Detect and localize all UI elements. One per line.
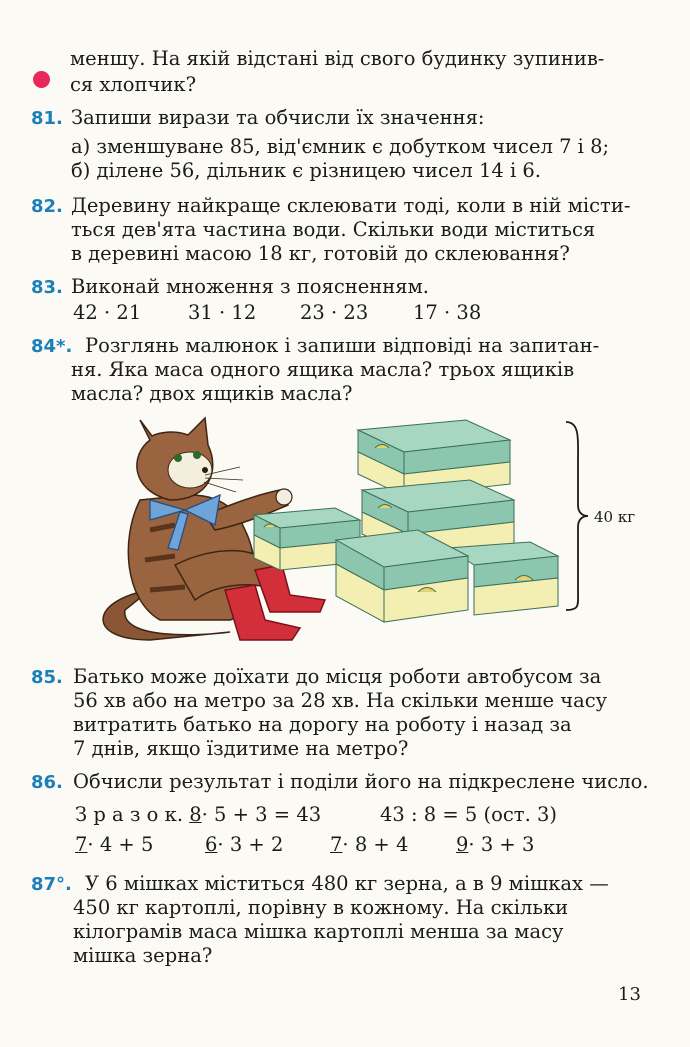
page-number: 13	[618, 984, 641, 1005]
task-83-expression-4: 17 · 38	[413, 301, 482, 324]
underlined-number: 9	[456, 833, 469, 856]
task-86-sample-result: 43 : 8 = 5 (ост. 3)	[380, 803, 557, 826]
task-86-exercise-2	[205, 833, 283, 856]
task-81-number: 81.	[31, 108, 63, 129]
task-83-line-1: Виконай множення з поясненням.	[71, 275, 429, 298]
task-84-line-2: ня. Яка маса одного ящика масла? трьох ящиків	[71, 358, 575, 381]
task-83-expression-2: 31 · 12	[188, 301, 257, 324]
exercise-expression: · 3 + 3	[468, 833, 535, 856]
intro-line-1: меншу. На якій відстані від свого будинку зупинив-	[70, 47, 605, 70]
task-85-line-1: Батько може доїхати до місця роботи автобусом за	[73, 665, 602, 688]
task-87-line-3: кілограмів маса мішка картоплі менша за масу	[73, 920, 564, 943]
task-82-line-2: ться дев'ята частина води. Скільки води міститься	[71, 218, 596, 241]
task-85-number: 85.	[31, 667, 63, 688]
underlined-number: 6	[205, 833, 218, 856]
task-82-line-3: в деревині масою 18 кг, готовій до склеювання?	[71, 242, 570, 265]
task-85-line-3: витратить батько на дорогу на роботу і назад за	[73, 713, 572, 736]
task-83-number: 83.	[31, 277, 63, 298]
underlined-number: 7	[330, 833, 343, 856]
weight-label: 40 кг	[594, 508, 636, 526]
task-84-line-1: Розглянь малюнок і запиши відповіді на запитан-	[85, 334, 600, 357]
task-83-expression-1: 42 · 21	[73, 301, 142, 324]
task-86-exercise-1	[75, 833, 153, 856]
task-85-line-2: 56 хв або на метро за 28 хв. На скільки менше часу	[73, 689, 608, 712]
task-83-expression-3: 23 · 23	[300, 301, 369, 324]
task-81-line-3: б) ділене 56, дільник є різницею чисел 14 і 6.	[71, 159, 541, 182]
task-84-line-3: масла? двох ящиків масла?	[71, 382, 353, 405]
task-86-exercise-3	[330, 833, 408, 856]
task-84-number: 84*.	[31, 336, 73, 357]
exercise-expression: · 8 + 4	[342, 833, 409, 856]
task-86-number: 86.	[31, 772, 63, 793]
task-87-line-4: мішка зерна?	[73, 944, 213, 967]
task-86-exercise-4	[456, 833, 534, 856]
sample-expression: · 5 + 3 = 43	[201, 803, 322, 826]
sample-underlined-number: 8	[189, 803, 202, 826]
task-82-line-1: Деревину найкраще склеювати тоді, коли в ній місти-	[71, 194, 631, 217]
task-87-line-2: 450 кг картоплі, порівну в кожному. На скільки	[73, 896, 569, 919]
underlined-number: 7	[75, 833, 88, 856]
task-87-line-1: У 6 мішках міститься 480 кг зерна, а в 9 мішках —	[85, 872, 609, 895]
task-81-line-1: Запиши вирази та обчисли їх значення:	[71, 106, 485, 129]
task-86-line-1: Обчисли результат і поділи його на підкреслене число.	[73, 770, 649, 793]
cat-boot-1	[255, 565, 325, 612]
task-81-line-2: а) зменшуване 85, від'ємник є добутком чисел 7 і 8;	[71, 135, 610, 158]
exercise-expression: · 3 + 2	[217, 833, 284, 856]
task-85-line-4: 7 днів, якщо їздитиме на метро?	[73, 737, 409, 760]
task-82-number: 82.	[31, 196, 63, 217]
sample-label: З р а з о к.	[75, 803, 184, 826]
task-87-number: 87°.	[31, 874, 72, 895]
exercise-expression: · 4 + 5	[87, 833, 154, 856]
task-86-sample	[75, 803, 321, 826]
intro-line-2: ся хлопчик?	[70, 73, 197, 96]
weight-brace	[566, 422, 588, 610]
